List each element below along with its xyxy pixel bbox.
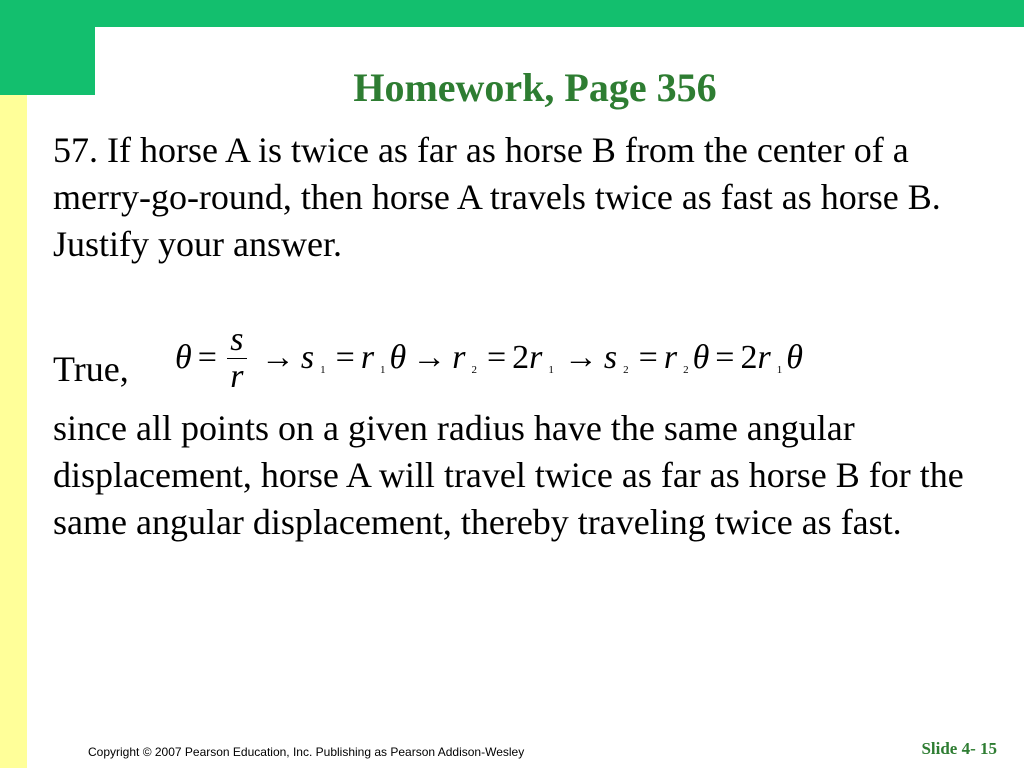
eq-fraction (227, 322, 247, 395)
eq-arrow: → (260, 339, 295, 376)
eq-theta: θ (175, 339, 192, 376)
eq-subscript: 2 (471, 364, 477, 376)
eq-r: r (529, 339, 543, 376)
eq-s: s (603, 339, 618, 376)
answer-label: True, (53, 349, 129, 389)
eq-equals: = (335, 339, 355, 376)
left-accent-stripe (0, 95, 27, 768)
eq-subscript: 1 (320, 364, 326, 376)
eq-subscript: 1 (548, 364, 554, 376)
eq-theta: θ (389, 339, 407, 376)
eq-two: 2 (512, 339, 530, 376)
eq-r: r (663, 339, 678, 376)
eq-s: s (300, 339, 315, 376)
eq-arrow: → (412, 339, 447, 376)
eq-arrow: → (563, 339, 598, 376)
eq-r: r (360, 339, 375, 376)
eq-theta: θ (692, 339, 710, 376)
question-text: 57. If horse A is twice as far as horse B from the center of a merry-go-round, then horse A travels twice as fast as horse B. Justify your answer. (53, 130, 941, 264)
slide-title: Homework, Page 356 (353, 65, 717, 110)
eq-equals: = (197, 339, 217, 376)
top-accent-bar (0, 0, 1024, 27)
eq-subscript: 1 (380, 364, 386, 376)
copyright-footer: Copyright © 2007 Pearson Education, Inc. Publishing as Pearson Addison-Wesley (88, 745, 525, 759)
eq-r: r (452, 339, 466, 376)
eq-r: r (757, 339, 771, 376)
eq-subscript: 1 (776, 364, 783, 376)
eq-subscript: 2 (683, 364, 689, 376)
eq-equals: = (486, 339, 507, 376)
explanation-text: since all points on a given radius have the same angular displacement, horse A will travel twice as far as horse B for the same angular displacement, thereby traveling twice as fast. (53, 408, 964, 542)
eq-equals: = (715, 339, 735, 376)
eq-two: 2 (740, 339, 758, 376)
equation (175, 313, 803, 403)
slide-number: Slide 4- 15 (921, 739, 997, 758)
eq-equals: = (638, 339, 658, 376)
eq-fraction-numerator: s (230, 320, 244, 358)
eq-theta: θ (786, 339, 803, 376)
eq-subscript: 2 (623, 364, 629, 376)
eq-fraction-denominator: r (230, 357, 244, 395)
